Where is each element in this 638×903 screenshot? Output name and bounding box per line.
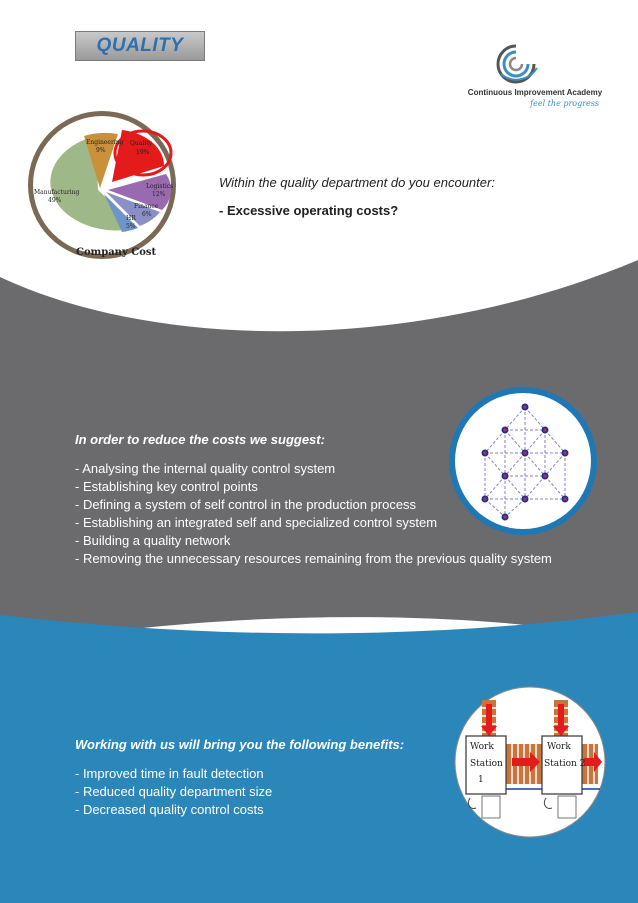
pct-finance: 6% (142, 211, 152, 218)
network-node-core (564, 498, 567, 501)
label-hr: HR (126, 215, 136, 222)
suggestion-item: - Analysing the internal quality control system (75, 461, 336, 476)
logo-name: Continuous Improvement Academy (467, 88, 603, 97)
quality-badge (75, 31, 205, 61)
intro-point: - Excessive operating costs? (219, 203, 399, 218)
pct-hr: 5% (126, 223, 136, 230)
label-manufacturing: Manufacturing (34, 189, 80, 196)
pct-quality: 19% (136, 149, 150, 156)
station-2-line-2: Station 2 (544, 759, 586, 769)
pie-title: Company Cost (76, 247, 157, 258)
pct-manufacturing: 49% (48, 197, 62, 204)
suggestions-section (75, 432, 552, 568)
label-quality: Quality (130, 140, 152, 147)
workstation-diagram (452, 686, 608, 838)
suggestion-item: - Building a quality network (75, 533, 231, 548)
swirl-logo-icon (491, 42, 541, 86)
benefits-heading: Working with us will bring you the following benefits: (75, 737, 405, 752)
network-node-core (524, 406, 527, 409)
station-1-line-2: Station (470, 759, 503, 769)
suggestion-item: - Establishing key control points (75, 479, 258, 494)
network-node-core (564, 452, 567, 455)
pct-logistics: 12% (152, 191, 166, 198)
intro-question: Within the quality department do you encounter: (219, 175, 495, 190)
label-logistics: Logistics (146, 183, 174, 190)
quality-check-box (482, 796, 500, 818)
label-finance: Finance (134, 203, 159, 210)
company-cost-pie-chart (26, 108, 178, 262)
suggestions-heading: In order to reduce the costs we suggest: (75, 432, 325, 447)
suggestion-item: - Establishing an integrated self and specialized control system (75, 515, 438, 530)
quality-check-box (558, 796, 576, 818)
quality-badge-label: QUALITY (96, 35, 184, 56)
label-engineering: Engineering (86, 139, 124, 146)
company-logo (465, 42, 605, 112)
intro-block (219, 175, 495, 218)
pct-engineering: 9% (96, 147, 106, 154)
suggestion-item: - Defining a system of self control in the production process (75, 497, 417, 512)
benefit-item: - Improved time in fault detection (75, 766, 264, 781)
logo-tagline: feel the progress (530, 99, 599, 108)
benefit-item: - Decreased quality control costs (75, 802, 264, 817)
suggestion-item: - Removing the unnecessary resources remaining from the previous quality system (75, 551, 552, 566)
benefits-section (75, 737, 404, 819)
benefit-item: - Reduced quality department size (75, 784, 273, 799)
station-1-line-1: Work (470, 742, 494, 752)
station-1-line-3: 1 (478, 775, 484, 785)
station-2-line-1: Work (547, 742, 571, 752)
